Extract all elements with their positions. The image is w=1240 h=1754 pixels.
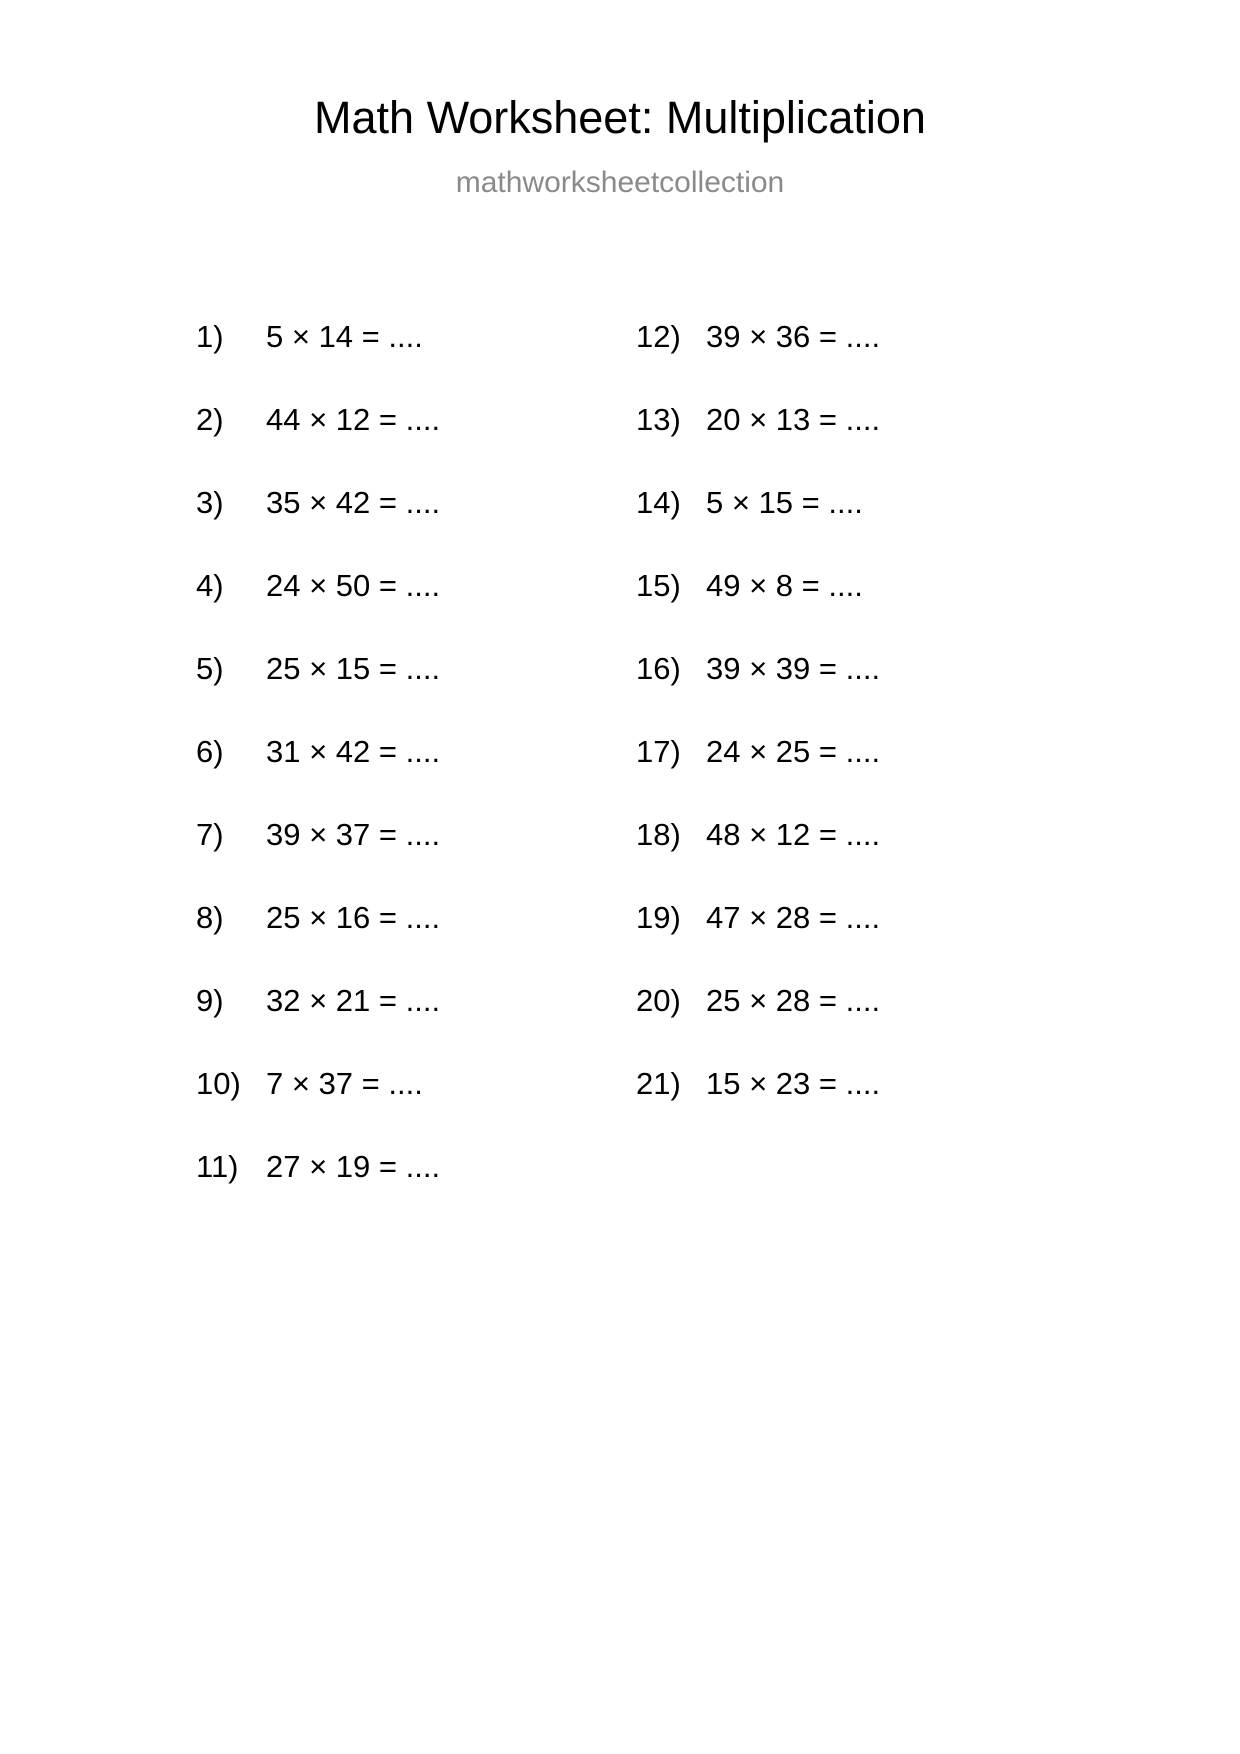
problem-expression: 5 × 15 = .... <box>706 485 863 520</box>
problem-expression: 47 × 28 = .... <box>706 900 881 935</box>
problem-item <box>636 1042 1076 1125</box>
problem-expression: 39 × 36 = .... <box>706 319 881 354</box>
problem-item <box>196 544 636 627</box>
problem-number: 9) <box>196 983 224 1018</box>
problem-number: 12) <box>636 319 681 354</box>
page-title: Math Worksheet: Multiplication <box>314 92 926 143</box>
problem-number: 19) <box>636 900 681 935</box>
problem-expression: 24 × 25 = .... <box>706 734 881 769</box>
problem-expression: 44 × 12 = .... <box>266 402 441 437</box>
problem-expression: 49 × 8 = .... <box>706 568 863 603</box>
problem-number: 20) <box>636 983 681 1018</box>
problem-expression: 5 × 14 = .... <box>266 319 423 354</box>
problem-number: 1) <box>196 319 224 354</box>
problem-item <box>196 876 636 959</box>
problem-number: 7) <box>196 817 224 852</box>
problem-expression: 39 × 37 = .... <box>266 817 441 852</box>
page-subtitle: mathworksheetcollection <box>455 166 785 199</box>
problem-number: 10) <box>196 1066 241 1101</box>
problem-expression: 25 × 15 = .... <box>266 651 441 686</box>
problem-item <box>196 295 636 378</box>
problem-item <box>196 710 636 793</box>
problem-number: 17) <box>636 734 681 769</box>
problem-item <box>196 627 636 710</box>
problem-column-right <box>636 295 1076 1208</box>
problem-item <box>196 793 636 876</box>
problem-expression: 32 × 21 = .... <box>266 983 441 1018</box>
problem-number: 5) <box>196 651 224 686</box>
problem-expression: 27 × 19 = .... <box>266 1149 441 1184</box>
problem-number: 13) <box>636 402 681 437</box>
problem-number: 18) <box>636 817 681 852</box>
problem-item <box>196 378 636 461</box>
problem-expression: 20 × 13 = .... <box>706 402 881 437</box>
problem-item <box>636 461 1076 544</box>
problem-number: 21) <box>636 1066 681 1101</box>
problem-number: 4) <box>196 568 224 603</box>
problem-item <box>196 1125 636 1208</box>
problem-number: 11) <box>196 1149 239 1184</box>
problem-number: 15) <box>636 568 681 603</box>
problem-expression: 25 × 28 = .... <box>706 983 881 1018</box>
problem-item <box>636 627 1076 710</box>
problem-expression: 25 × 16 = .... <box>266 900 441 935</box>
problem-expression: 24 × 50 = .... <box>266 568 441 603</box>
problem-item <box>636 295 1076 378</box>
problem-number: 14) <box>636 485 681 520</box>
problem-expression: 31 × 42 = .... <box>266 734 441 769</box>
problem-expression: 39 × 39 = .... <box>706 651 881 686</box>
problem-number: 3) <box>196 485 224 520</box>
problem-item <box>196 959 636 1042</box>
problem-number: 16) <box>636 651 681 686</box>
problem-list <box>0 295 1240 1208</box>
problem-number: 2) <box>196 402 224 437</box>
problem-item <box>636 544 1076 627</box>
problem-item <box>196 1042 636 1125</box>
problem-item <box>636 959 1076 1042</box>
problem-item <box>196 461 636 544</box>
problem-item <box>636 710 1076 793</box>
problem-item <box>636 793 1076 876</box>
problem-expression: 15 × 23 = .... <box>706 1066 881 1101</box>
problem-item <box>636 378 1076 461</box>
problem-expression: 48 × 12 = .... <box>706 817 881 852</box>
problem-item <box>636 876 1076 959</box>
problem-column-left <box>196 295 636 1208</box>
problem-number: 6) <box>196 734 224 769</box>
problem-number: 8) <box>196 900 224 935</box>
problem-expression: 7 × 37 = .... <box>266 1066 423 1101</box>
problem-expression: 35 × 42 = .... <box>266 485 441 520</box>
